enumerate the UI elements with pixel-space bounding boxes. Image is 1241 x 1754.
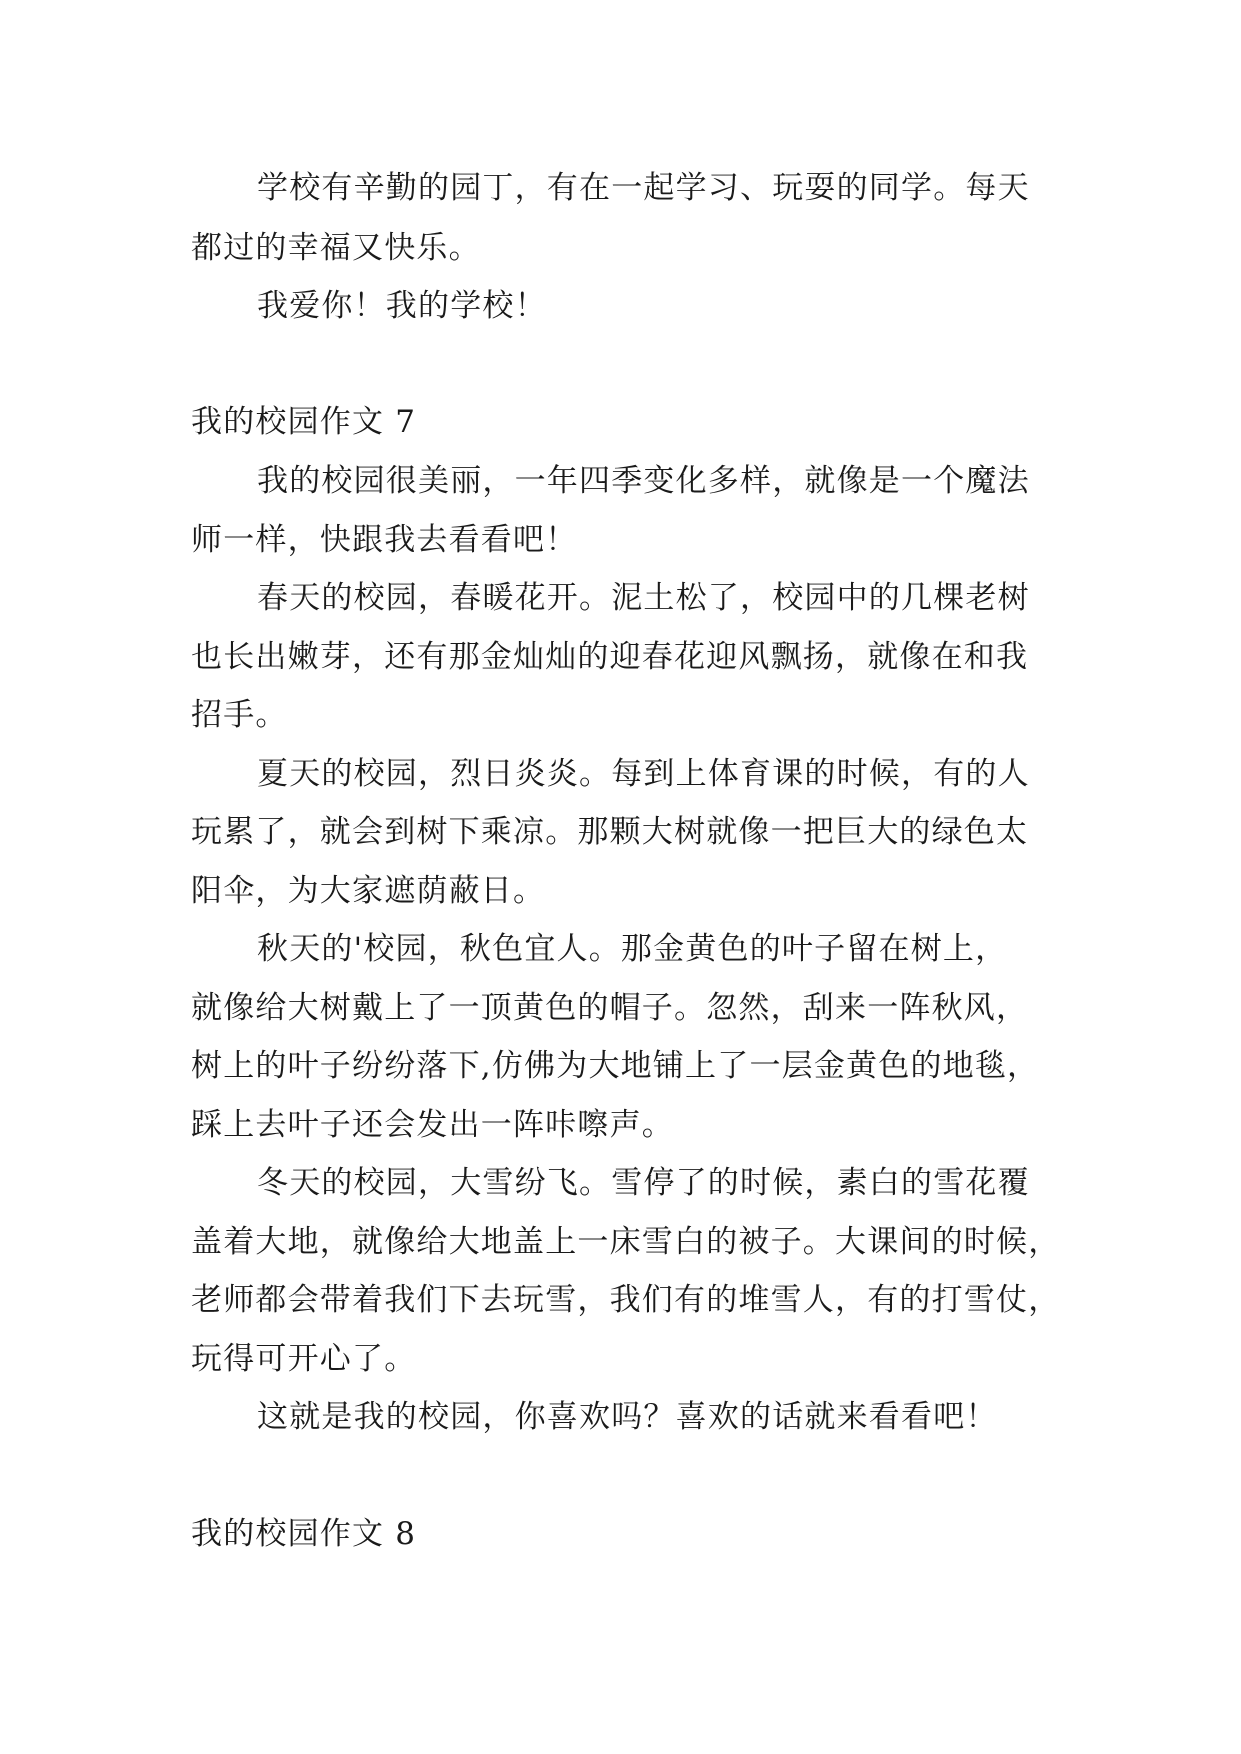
paragraph-line: 学校有辛勤的园丁，有在一起学习、玩耍的同学。每天 bbox=[257, 170, 1030, 206]
paragraph-line: 玩累了，就会到树下乘凉。那颗大树就像一把巨大的绿色太 bbox=[191, 814, 1029, 850]
paragraph-line: 踩上去叶子还会发出一阵咔嚓声。 bbox=[191, 1107, 674, 1143]
paragraph-line: 树上的叶子纷纷落下,仿佛为大地铺上了一层金黄色的地毯， bbox=[191, 1048, 1040, 1084]
paragraph-line: 也长出嫩芽，还有那金灿灿的迎春花迎风飘扬，就像在和我 bbox=[191, 639, 1029, 675]
paragraph-line: 夏天的校园，烈日炎炎。每到上体育课的时候，有的人 bbox=[257, 756, 1030, 792]
paragraph-line: 就像给大树戴上了一顶黄色的帽子。忽然，刮来一阵秋风， bbox=[191, 990, 1029, 1026]
paragraph-line: 老师都会带着我们下去玩雪，我们有的堆雪人，有的打雪仗， bbox=[191, 1282, 1061, 1318]
paragraph-line: 师一样，快跟我去看看吧！ bbox=[191, 522, 578, 558]
paragraph-line: 我爱你！我的学校！ bbox=[257, 288, 547, 324]
paragraph-line: 招手。 bbox=[191, 697, 288, 733]
paragraph-line: 玩得可开心了。 bbox=[191, 1341, 417, 1377]
section-heading: 我的校园作文 7 bbox=[191, 404, 417, 440]
section-heading: 我的校园作文 8 bbox=[191, 1516, 417, 1552]
paragraph-line: 阳伞，为大家遮荫蔽日。 bbox=[191, 873, 546, 909]
paragraph-line: 盖着大地，就像给大地盖上一床雪白的被子。大课间的时候， bbox=[191, 1224, 1061, 1260]
paragraph-line: 我的校园很美丽，一年四季变化多样，就像是一个魔法 bbox=[257, 463, 1030, 499]
paragraph-line: 春天的校园，春暖花开。泥土松了，校园中的几棵老树 bbox=[257, 580, 1030, 616]
paragraph-line: 冬天的校园，大雪纷飞。雪停了的时候，素白的雪花覆 bbox=[257, 1165, 1030, 1201]
paragraph-line: 这就是我的校园，你喜欢吗？喜欢的话就来看看吧！ bbox=[257, 1399, 998, 1435]
paragraph-line: 都过的幸福又快乐。 bbox=[191, 230, 481, 266]
paragraph-line: 秋天的'校园，秋色宜人。那金黄色的叶子留在树上， bbox=[257, 931, 1008, 967]
